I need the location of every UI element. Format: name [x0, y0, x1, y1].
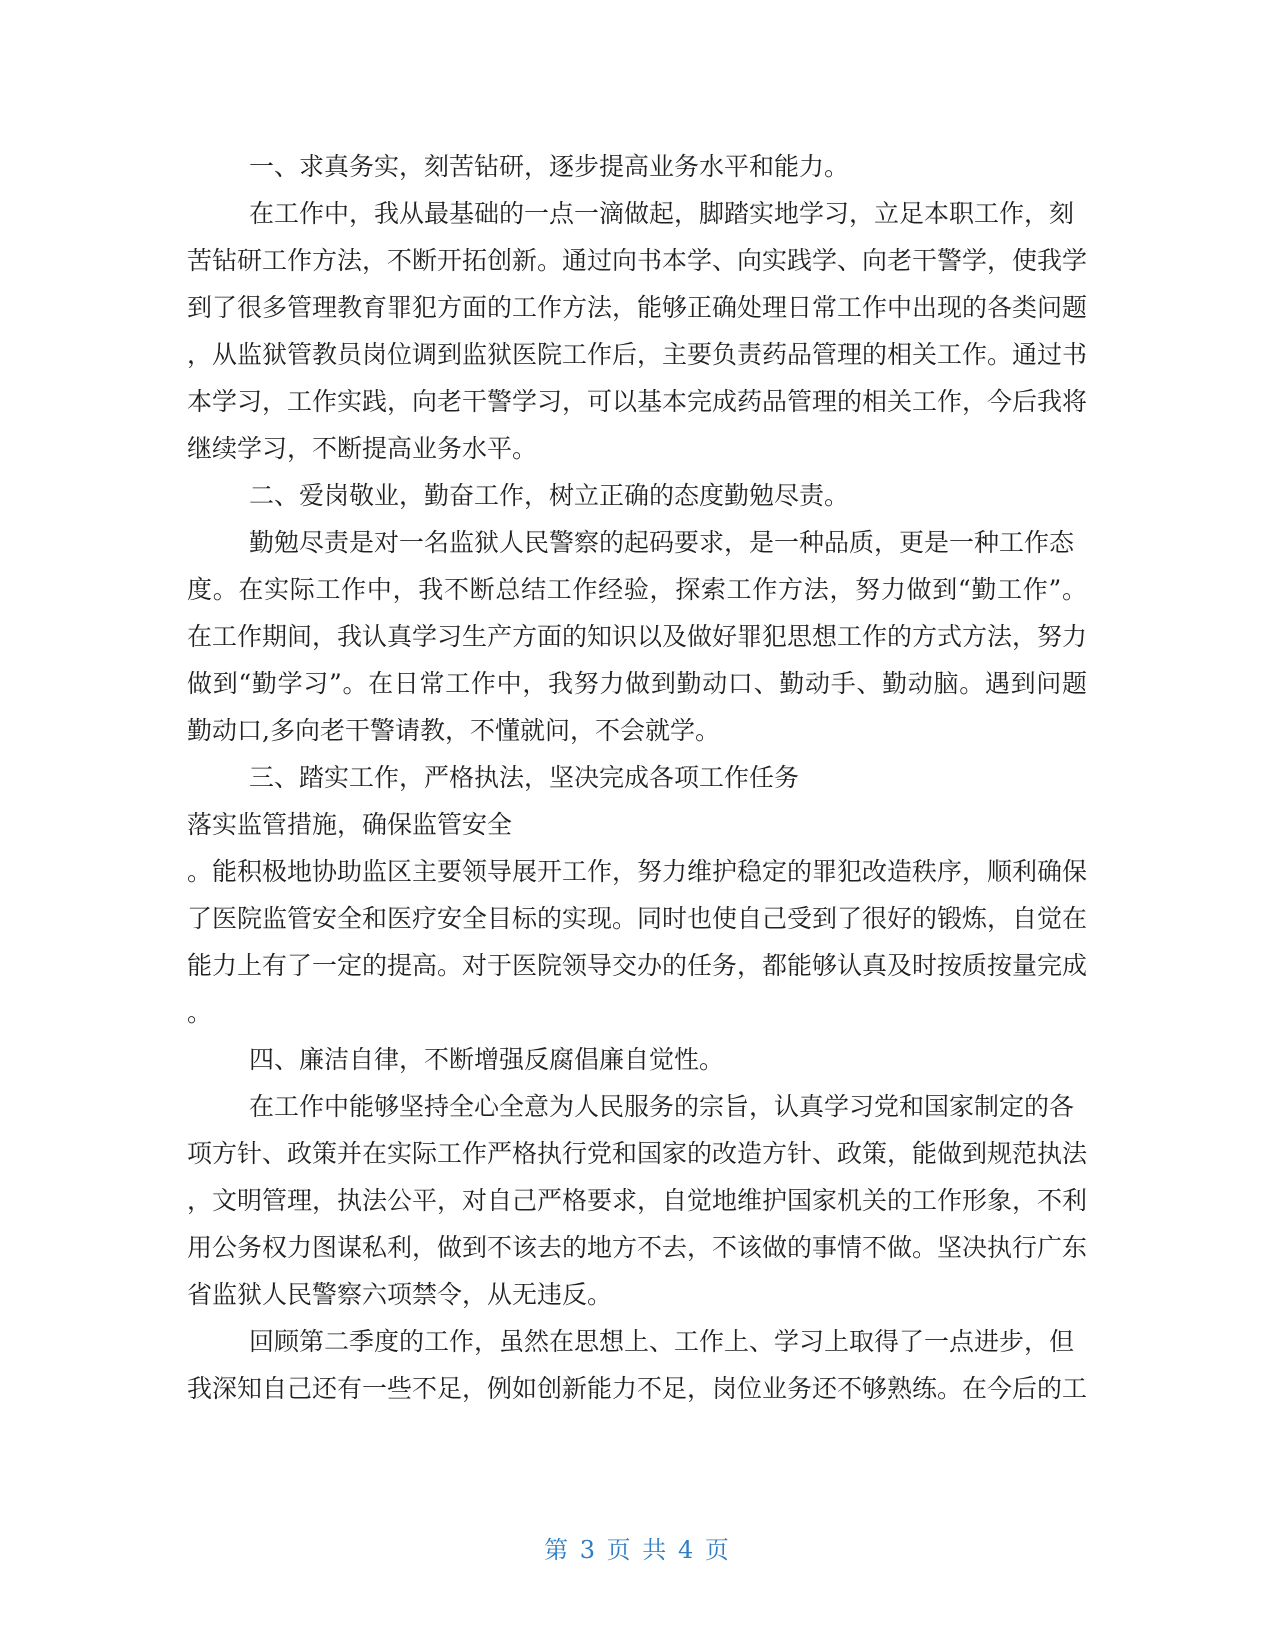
- heading-section-2: 二、爱岗敬业，勤奋工作，树立正确的态度勤勉尽责。: [249, 481, 850, 510]
- page-number-footer: 第 3 页 共 4 页: [544, 1536, 731, 1564]
- paragraph-line: 。能积极地协助监区主要领导展开工作，努力维护稳定的罪犯改造秩序，顺利确保: [187, 857, 1088, 886]
- paragraph-line: ，从监狱管教员岗位调到监狱医院工作后，主要负责药品管理的相关工作。通过书: [187, 340, 1088, 369]
- heading-section-4: 四、廉洁自律，不断增强反腐倡廉自觉性。: [249, 1045, 725, 1074]
- paragraph-line: 本学习，工作实践，向老干警学习，可以基本完成药品管理的相关工作，今后我将: [187, 387, 1088, 416]
- paragraph-line: 苦钻研工作方法，不断开拓创新。通过向书本学、向实践学、向老干警学，使我学: [187, 246, 1088, 275]
- paragraph-line: 了医院监管安全和医疗安全目标的实现。同时也使自己受到了很好的锻炼，自觉在: [187, 904, 1088, 933]
- paragraph-line: 。: [187, 998, 213, 1027]
- paragraph-line: 项方针、政策并在实际工作严格执行党和国家的改造方针、政策，能做到规范执法: [187, 1139, 1088, 1168]
- paragraph-line: 省监狱人民警察六项禁令，从无违反。: [187, 1280, 613, 1309]
- paragraph-line: 在工作期间，我认真学习生产方面的知识以及做好罪犯思想工作的方式方法，努力: [187, 622, 1088, 651]
- paragraph-line: 度。在实际工作中，我不断总结工作经验，探索工作方法，努力做到“勤工作”。: [187, 575, 1087, 604]
- paragraph-line: 能力上有了一定的提高。对于医院领导交办的任务，都能够认真及时按质按量完成: [187, 951, 1088, 980]
- paragraph-line: 勤勉尽责是对一名监狱人民警察的起码要求，是一种品质，更是一种工作态: [249, 528, 1075, 557]
- paragraph-line: 到了很多管理教育罪犯方面的工作方法，能够正确处理日常工作中出现的各类问题: [187, 293, 1088, 322]
- paragraph-line: 回顾第二季度的工作，虽然在思想上、工作上、学习上取得了一点进步，但: [249, 1327, 1075, 1356]
- heading-section-1: 一、求真务实，刻苦钻研，逐步提高业务水平和能力。: [249, 152, 850, 181]
- paragraph-line: 在工作中能够坚持全心全意为人民服务的宗旨，认真学习党和国家制定的各: [249, 1092, 1075, 1121]
- paragraph-line: 勤动口,多向老干警请教，不懂就问，不会就学。: [187, 716, 720, 745]
- paragraph-line: 做到“勤学习”。在日常工作中，我努力做到勤动口、勤动手、勤动脑。遇到问题: [187, 669, 1087, 698]
- paragraph-line: 用公务权力图谋私利，做到不该去的地方不去，不该做的事情不做。坚决执行广东: [187, 1233, 1088, 1262]
- paragraph-line: 我深知自己还有一些不足，例如创新能力不足，岗位业务还不够熟练。在今后的工: [187, 1374, 1088, 1403]
- paragraph-line: ，文明管理，执法公平，对自己严格要求，自觉地维护国家机关的工作形象，不利: [187, 1186, 1088, 1215]
- paragraph-line: 落实监管措施，确保监管安全: [187, 810, 513, 839]
- heading-section-3: 三、踏实工作，严格执法，坚决完成各项工作任务: [249, 763, 800, 792]
- paragraph-line: 继续学习，不断提高业务水平。: [187, 434, 538, 463]
- paragraph-line: 在工作中，我从最基础的一点一滴做起，脚踏实地学习，立足本职工作，刻: [249, 199, 1075, 228]
